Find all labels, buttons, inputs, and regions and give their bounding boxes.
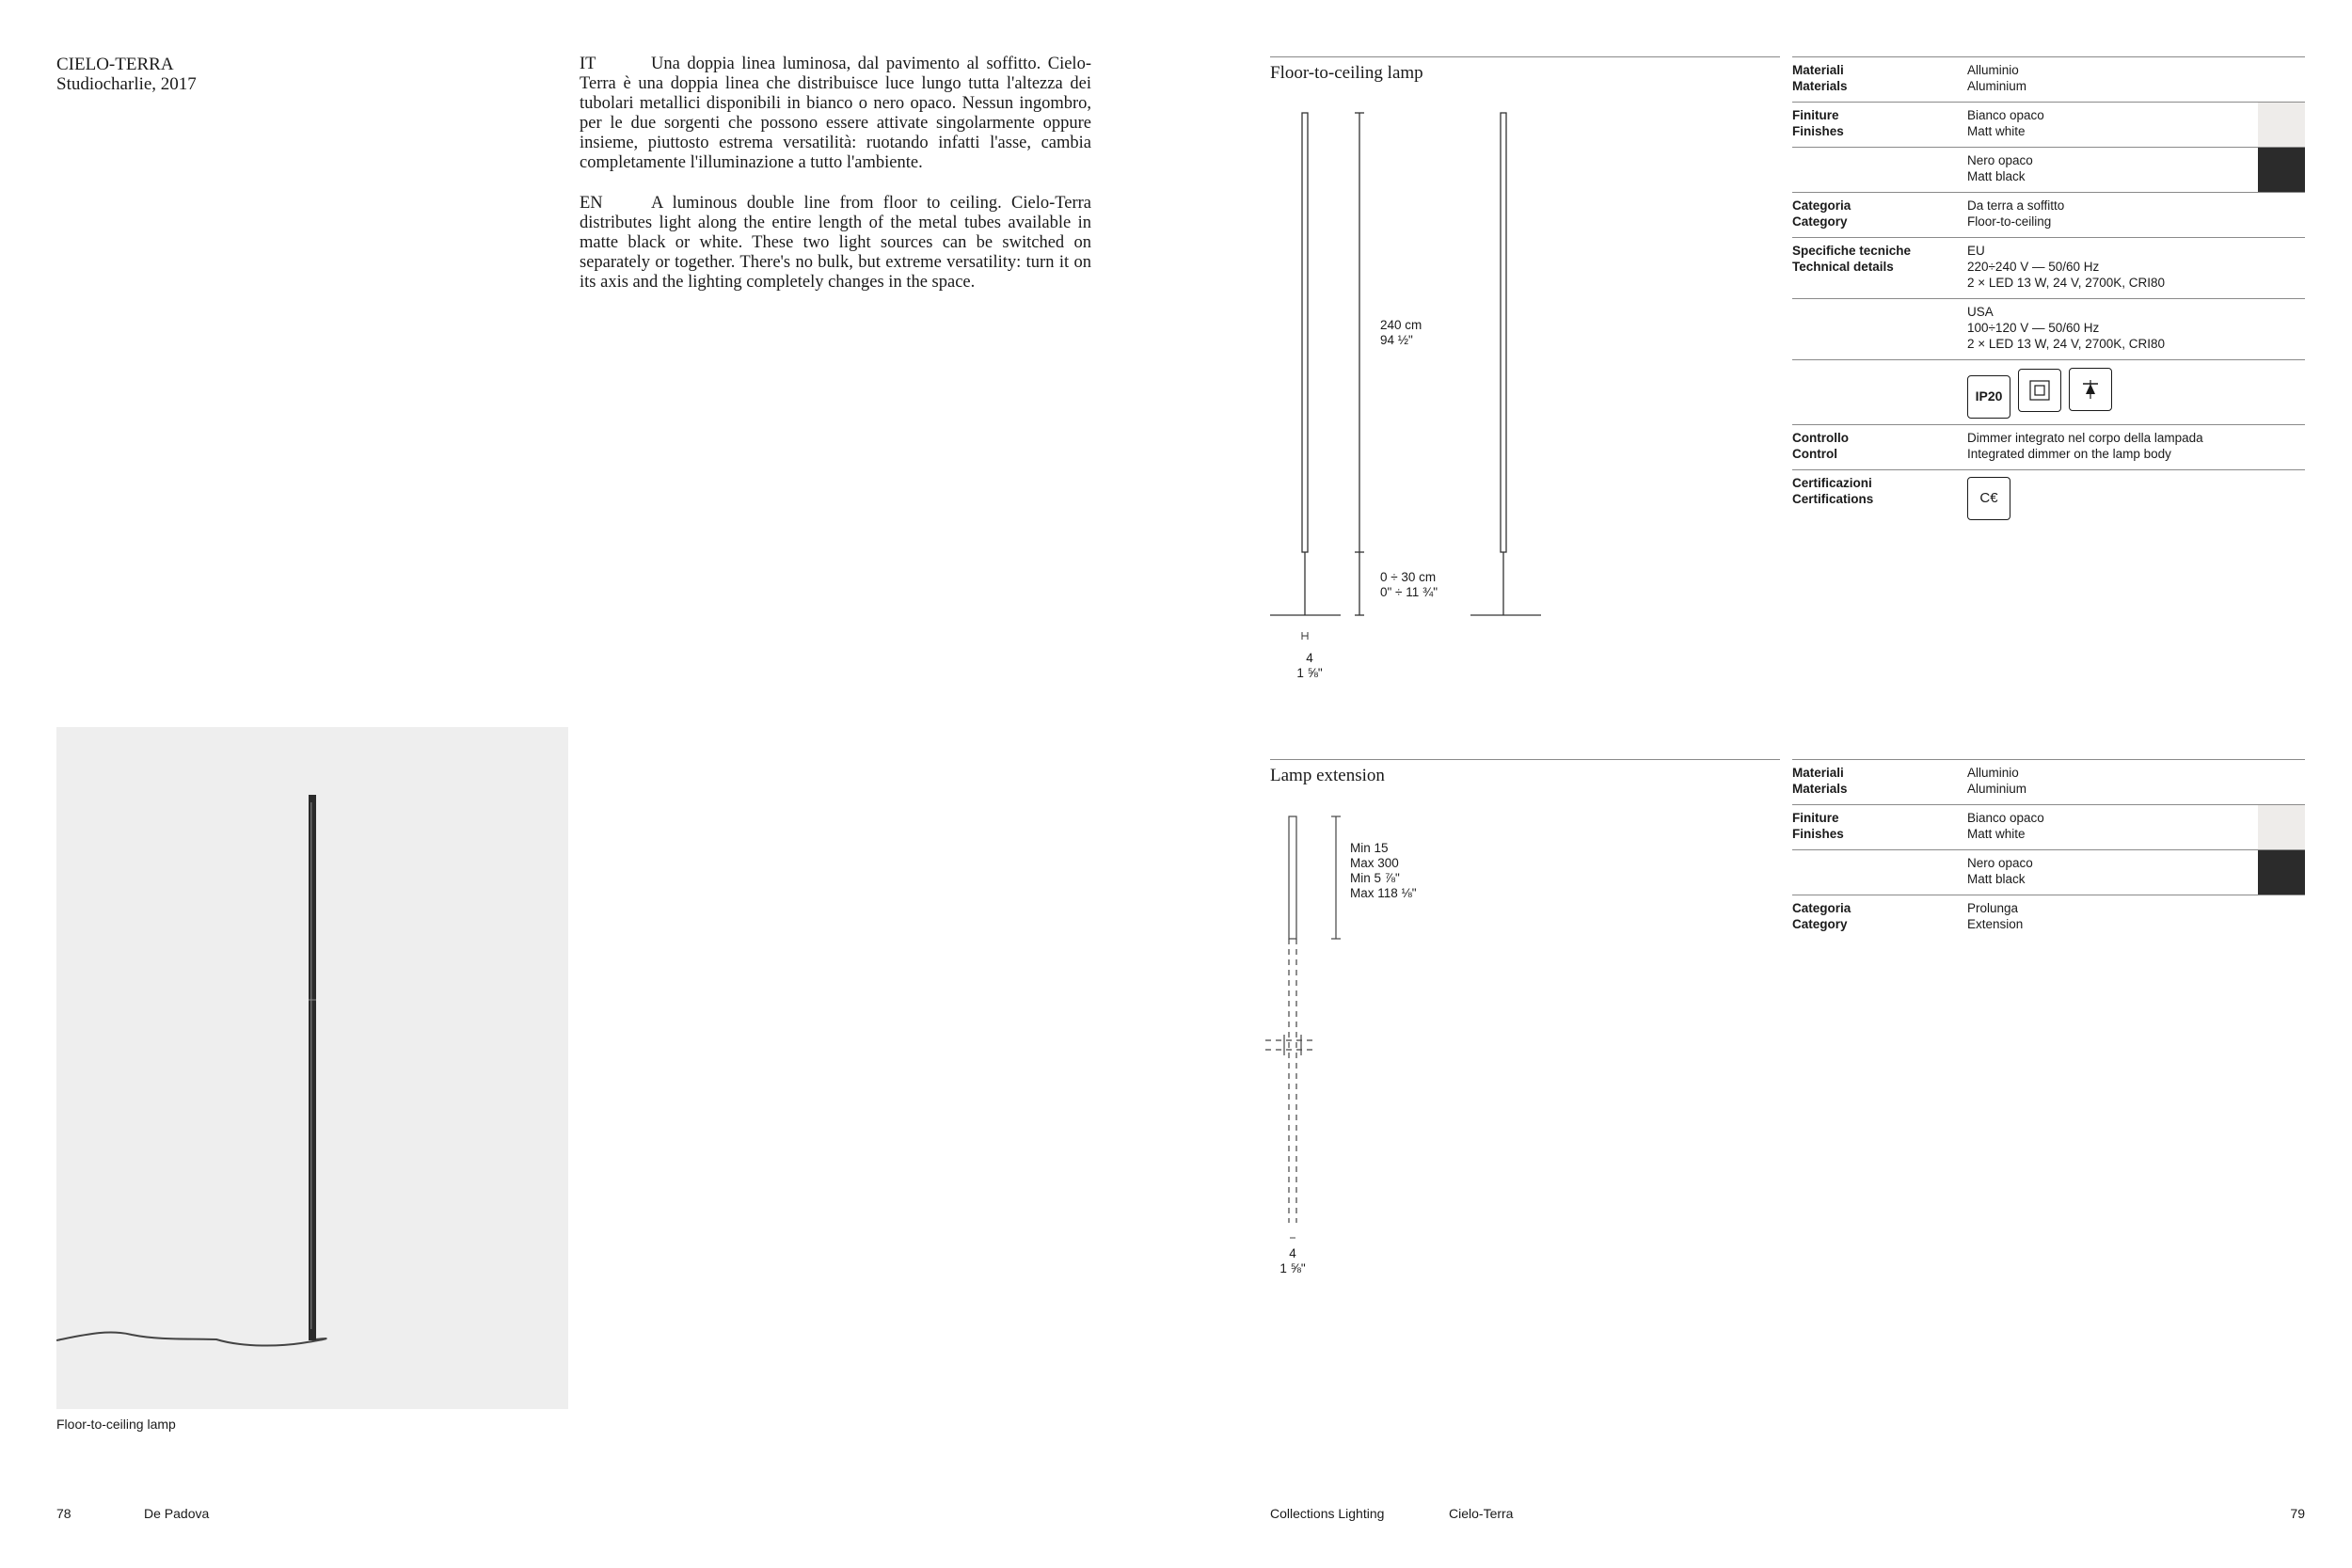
ext-spec-row-finish-white: Finiture Finishes Bianco opaco Matt white (1792, 804, 2305, 849)
footer-section: Collections Lighting (1270, 1506, 1385, 1521)
double-insulation-icon (2018, 369, 2061, 412)
language-tag-en: EN (580, 194, 603, 213)
ext-swatch-matt-black (2258, 850, 2305, 895)
spec-row-category: Categoria Category Da terra a soffitto Floor-to-ceiling (1792, 192, 2305, 237)
lamp-tube (309, 795, 316, 1340)
ext-spec-row-materials: Materiali Materials Alluminio Aluminium (1792, 759, 2305, 804)
language-tag-it: IT (580, 55, 596, 73)
spec-row-technical-usa: USA 100÷120 V — 50/60 Hz 2 × LED 13 W, 24 V, 2700K, CRI80 (1792, 298, 2305, 359)
ext-swatch-matt-white (2258, 805, 2305, 849)
ip20-icon: IP20 (1967, 375, 2010, 419)
lamp-front-body (1302, 113, 1308, 552)
lamp-side-body (1501, 113, 1506, 552)
led-lamp-icon (2069, 368, 2112, 411)
spec-row-finish-white: Finiture Finishes Bianco opaco Matt white (1792, 102, 2305, 147)
photo-caption: Floor-to-ceiling lamp (56, 1417, 176, 1432)
ext-spec-row-category: Categoria Category Prolunga Extension (1792, 895, 2305, 932)
spec-row-control: Controllo Control Dimmer integrato nel corpo della lampada Integrated dimmer on the lamp body (1792, 424, 2305, 469)
lamp-tube-highlight (310, 802, 312, 1329)
ce-mark-icon: C€ (1967, 477, 2010, 520)
product-photo (56, 727, 568, 1409)
spec-row-certifications: Certificazioni Certifications C€ (1792, 469, 2305, 528)
spec-row-technical-eu: Specifiche tecniche Technical details EU 220÷240 V — 50/60 Hz 2 × LED 13 W, 24 V, 2700K, CRI80 (1792, 237, 2305, 298)
footer-brand: De Padova (144, 1506, 210, 1521)
height-dimension-label: 240 cm 94 ½" (1380, 318, 1422, 347)
power-cable (56, 1333, 326, 1346)
product-header (56, 55, 197, 94)
footer-product: Cielo-Terra (1449, 1506, 1514, 1521)
footer-page-number-right: 79 (2290, 1506, 2305, 1521)
description-it-text: Una doppia linea luminosa, dal pavimento al soffitto. Cielo-Terra è una doppia linea che distribuisce luce lungo tutta l'altezza dei tubolari metallici disponibili in bianco o nero opaco. Nessun ingombro, per le due sorgenti che possono essere attivate singolarmente oppure insieme, piuttosto estrema versatilità: ruotando infatti l'asse, cambia completamente l'illuminazione a tutto l'ambiente. (580, 55, 1091, 172)
width-dimension-label: 4 1 ⅝" (1296, 651, 1323, 680)
extension-width-dimension-label: 4 1 ⅝" (1279, 1246, 1306, 1275)
gap-dimension-label: 0 ÷ 30 cm 0" ÷ 11 ¾" (1380, 570, 1438, 599)
designer-year: Studiocharlie, 2017 (56, 74, 197, 94)
extension-segment (1289, 816, 1296, 939)
spec-row-materials: Materiali Materials Alluminio Aluminium (1792, 56, 2305, 102)
spec-row-icons (1792, 359, 2305, 424)
spec-table-floor-lamp (1792, 56, 2305, 528)
spec-row-finish-black: Nero opaco Matt black (1792, 147, 2305, 192)
extension-length-dimension-label: Min 15 Max 300 Min 5 ⅞" Max 118 ⅛" (1350, 841, 1417, 900)
description-english (580, 194, 1091, 293)
swatch-matt-black (2258, 148, 2305, 192)
section-title-extension: Lamp extension (1270, 759, 1780, 786)
footer-page-number-left: 78 (56, 1506, 72, 1521)
swatch-matt-white (2258, 103, 2305, 147)
description-en-text: A luminous double line from floor to ceiling. Cielo-Terra distributes light along the entire length of the metal tubes available in matte black or white. These two light sources can be switched on separately or together. There's no bulk, but extreme versatility: turn it on its axis and the lighting completely changes in the space. (580, 194, 1091, 292)
ext-spec-row-finish-black: Nero opaco Matt black (1792, 849, 2305, 895)
spec-table-extension (1792, 759, 2305, 932)
section-title-floor-lamp: Floor-to-ceiling lamp (1270, 56, 1780, 84)
description-italian (580, 55, 1091, 173)
product-name: CIELO-TERRA (56, 55, 174, 74)
